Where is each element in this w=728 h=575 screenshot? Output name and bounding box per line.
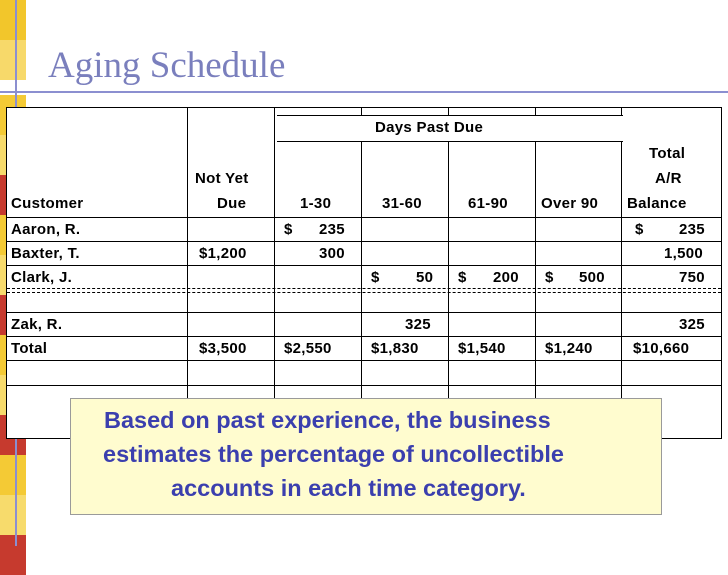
header-total-3: Balance xyxy=(627,195,687,212)
accent-square-second xyxy=(0,40,26,80)
days-past-due-header xyxy=(277,115,623,142)
table-row-customer: Clark, J. xyxy=(11,269,73,286)
aging-schedule-table xyxy=(6,107,722,439)
currency-sign: $ xyxy=(371,269,380,286)
header-1-30: 1-30 xyxy=(300,195,332,212)
table-cell-total: 325 xyxy=(679,316,705,333)
total-61-90: $1,540 xyxy=(458,340,506,357)
table-cell-31-60: 50 xyxy=(416,269,434,286)
currency-sign: $ xyxy=(284,221,293,238)
total-over-90: $1,240 xyxy=(545,340,593,357)
header-not-yet-due-1: Not Yet xyxy=(195,170,249,187)
table-cell-1-30: 300 xyxy=(319,245,345,262)
slide-title: Aging Schedule xyxy=(48,45,286,86)
total-row-label: Total xyxy=(11,340,48,357)
header-total-1: Total xyxy=(649,145,686,162)
currency-sign: $ xyxy=(635,221,644,238)
callout-line-2: estimates the percentage of uncollectible xyxy=(103,441,564,467)
table-cell-1-30: 235 xyxy=(319,221,345,238)
table-cell-not-yet-due: $1,200 xyxy=(199,245,247,262)
total-1-30: $2,550 xyxy=(284,340,332,357)
callout-line-3: accounts in each time category. xyxy=(171,475,526,501)
total-not-yet-due: $3,500 xyxy=(199,340,247,357)
header-61-90: 61-90 xyxy=(468,195,508,212)
table-cell-total: 1,500 xyxy=(664,245,704,262)
callout-note xyxy=(70,398,662,515)
table-row-customer: Aaron, R. xyxy=(11,221,81,238)
total-31-60: $1,830 xyxy=(371,340,419,357)
total-balance: $10,660 xyxy=(633,340,690,357)
header-over-90: Over 90 xyxy=(541,195,599,212)
table-cell-total: 235 xyxy=(679,221,705,238)
table-row-customer: Baxter, T. xyxy=(11,245,80,262)
header-not-yet-due-2: Due xyxy=(217,195,247,212)
callout-line-1: Based on past experience, the business xyxy=(104,407,551,433)
header-customer: Customer xyxy=(11,195,84,212)
accent-horizontal-line xyxy=(0,91,728,93)
currency-sign: $ xyxy=(545,269,554,286)
currency-sign: $ xyxy=(458,269,467,286)
table-cell-over-90: 500 xyxy=(579,269,605,286)
table-cell-total: 750 xyxy=(679,269,705,286)
table-row-customer: Zak, R. xyxy=(11,316,63,333)
table-cell-31-60: 325 xyxy=(405,316,431,333)
header-total-2: A/R xyxy=(655,170,682,187)
header-31-60: 31-60 xyxy=(382,195,422,212)
accent-square-top xyxy=(0,0,26,40)
group-header-label: Days Past Due xyxy=(375,119,484,136)
table-cell-61-90: 200 xyxy=(493,269,519,286)
